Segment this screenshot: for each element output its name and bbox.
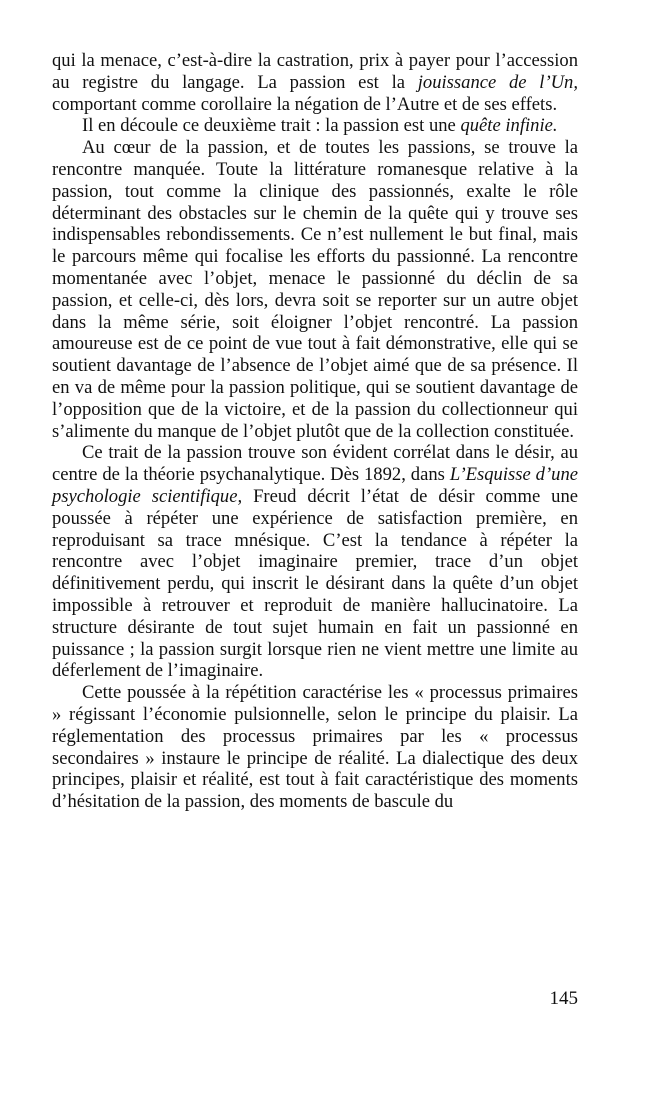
text-run: Cette poussée à la répétition caractérise les « processus primaires » régissant l’économie pulsionnelle, selon le principe du plaisir. La réglementation des processus primaires par les « processus secondaires » instaure le principe de réalité. La dialectique des deux principes, plaisir et réalité, est tout à fait caractéristique des moments d’hésitation de la passion, des moments de bascule du — [52, 682, 578, 813]
paragraph — [52, 442, 578, 682]
text-run: Au cœur de la passion, et de toutes les passions, se trouve la rencontre manquée. Toute la littérature romanesque relative à la passion, tout comme la clinique des passionnés, exalte le rôle déterminant des obstacles sur le chemin de la quête qui y trouve ses indispensables rebondissements. Ce n’est nullement le but final, mais le parcours même qui focalise les efforts du passionné. La rencontre momentanée avec l’objet, menace le passionné du déclin de sa passion, et celle-ci, dès lors, devra soit se reporter sur un autre objet dans la même série, soit éloigner l’objet rencontré. La passion amoureuse est de ce point de vue tout à fait démonstrative, elle qui se soutient davantage de l’absence de l’objet aimé que de sa présence. Il en va de même pour la passion politique, qui se soutient davantage de l’opposition que de la victoire, et de la passion du collectionneur qui s’alimente du manque de l’objet plutôt que de la collection constituée. — [52, 137, 578, 442]
paragraph — [52, 50, 578, 115]
paragraph — [52, 115, 578, 137]
paragraph — [52, 682, 578, 813]
page-number: 145 — [549, 988, 578, 1009]
paragraph — [52, 137, 578, 442]
text-run: qui la menace, c’est-à-dire la castration, prix à payer pour l’accession au registre du langage. La passion est la — [52, 50, 578, 93]
text-run: Il en découle ce deuxième trait : la passion est une — [82, 115, 461, 137]
text-run: comportant comme corollaire la négation de l’Autre et de ses effets. — [52, 93, 558, 115]
document-page — [52, 50, 578, 813]
text-run: Ce trait de la passion trouve son évident corrélat dans le désir, au centre de la théorie psychanalytique. Dès 1892, dans — [52, 442, 578, 486]
italic-text: L’Esquisse d’une psychologie scientifique, — [52, 464, 579, 507]
italic-text: quête infinie. — [460, 115, 558, 137]
text-run: Freud décrit l’état de désir comme une poussée à répéter une expérience de satisfaction première, en reproduisant sa trace mnésique. C’est la tendance à répéter la rencontre avec l’objet imaginaire premier, trace d’un objet définitivement perdu, qui inscrit le désirant dans la quête d’un objet impossible à retrouver et reproduit de manière hallucinatoire. La structure désirante de tout sujet humain en fait un passionné en puissance ; la passion surgit lorsque rien ne vient mettre une limite au déferlement de l’imaginaire. — [52, 485, 578, 682]
italic-text: jouissance de l’Un, — [417, 71, 579, 93]
